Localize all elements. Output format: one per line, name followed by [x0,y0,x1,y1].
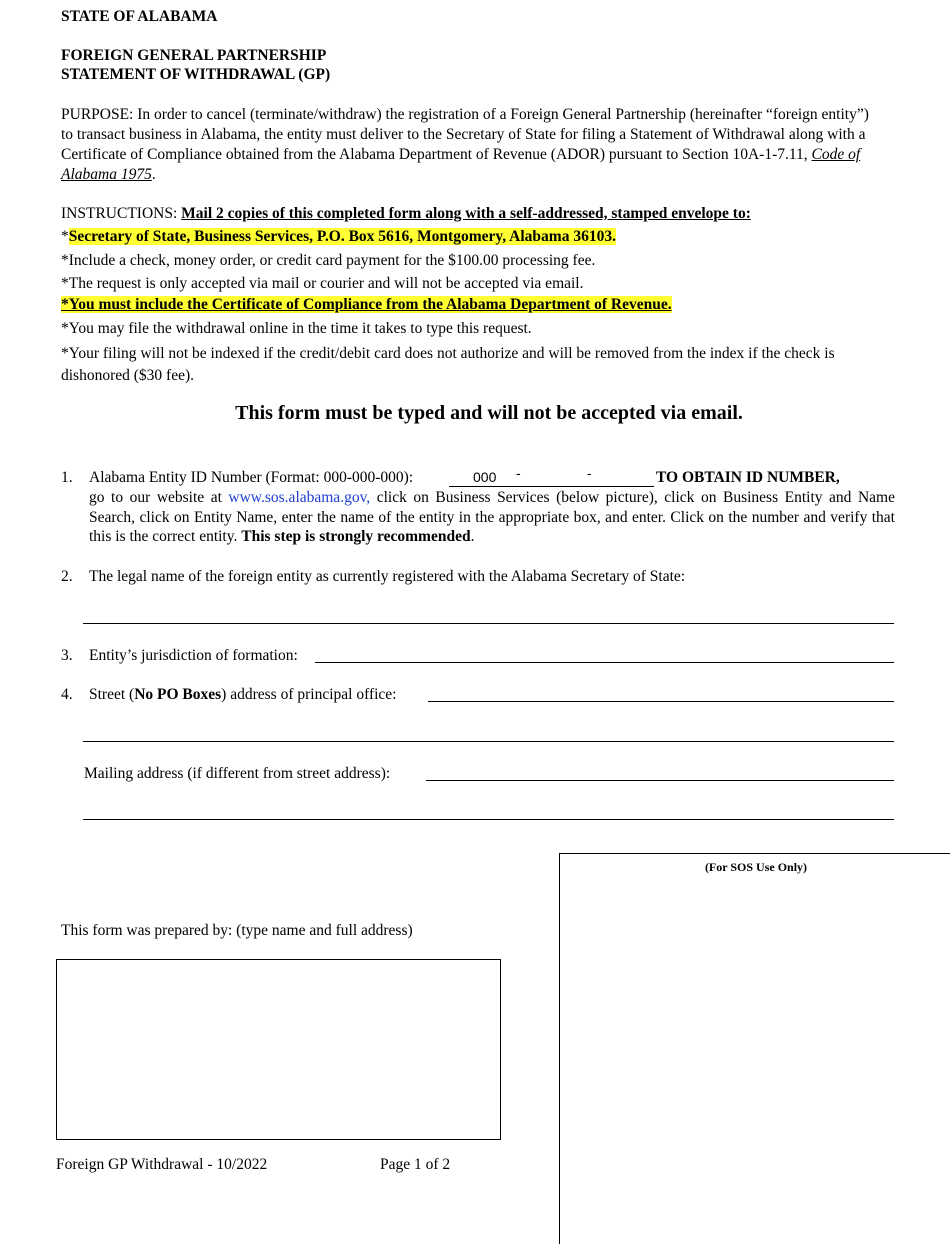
no-po-boxes: No PO Boxes [134,686,222,703]
legal-name-field[interactable] [83,623,894,624]
form-title-line1: FOREIGN GENERAL PARTNERSHIP [61,47,327,64]
street-address-label [89,685,397,704]
mailing-address-highlight: Secretary of State, Business Services, P.O. Box 5616, Montgomery, Alabama 36103. [68,228,616,245]
instructions-line [61,204,751,223]
street-address-field-line2[interactable] [83,741,894,742]
sos-use-box [559,853,950,1244]
instructions-label: INSTRUCTIONS: [61,205,182,222]
item3-number: 3. [61,647,73,664]
legal-name-label: The legal name of the foreign entity as currently registered with the Alabama Secretary of State: [89,568,686,585]
code-citation: Code of Alabama 1975 [61,146,861,183]
item4-number: 4. [61,686,73,703]
purpose-end: . [151,166,156,183]
prepared-by-box[interactable] [56,959,501,1140]
obtain-desc-b: click on Business Services (below picture), click on Business Entity and Name Search, click on Entity Name, enter the name of the entity in the appropriate box, and enter. Click on the number and verify that this is the correct entity. [89,489,895,545]
street-address-field[interactable] [428,701,894,702]
online-note: *You may file the withdrawal online in the time it takes to type this request. [61,320,532,337]
street-label-a: Street ( [89,686,135,703]
entity-id-dash-1: - [516,465,521,481]
footer-page-number: Page 1 of 2 [380,1156,451,1173]
strongly-recommended: This step is strongly recommended [241,528,471,545]
index-note: *Your filing will not be indexed if the credit/debit card does not authorize and will be removed from the index if the check is dishonored ($30 fee). [61,345,835,384]
certificate-note [61,295,672,314]
purpose-text: PURPOSE: In order to cancel (terminate/withdraw) the registration of a Foreign General Partnership (hereinafter “foreign entity”) to transact business in Alabama, the entity must deliver to the Secretary of State for filing a Statement of Withdrawal along with a Certificate of Compliance obtained from the Alabama Department of Revenue (ADOR) pursuant to Section 10A-1-7.11, [61,106,869,163]
address-line [61,227,616,246]
certificate-highlight: *You must include the Certificate of Compliance from the Alabama Department of Revenue. [61,296,672,313]
obtain-id-description [89,488,895,547]
obtain-desc-a: go to our website at [89,489,229,506]
purpose-paragraph [61,105,881,185]
prepared-by-label: This form was prepared by: (type name and full address) [61,922,413,939]
payment-note: *Include a check, money order, or credit card payment for the $100.00 processing fee. [61,252,596,269]
mailing-address-label: Mailing address (if different from street address): [84,765,391,782]
form-title-line2: STATEMENT OF WITHDRAWAL (GP) [61,66,331,83]
sos-website-link[interactable]: www.sos.alabama.gov, [228,489,371,506]
state-title: STATE OF ALABAMA [61,8,218,25]
sos-use-label: (For SOS Use Only) [704,860,808,874]
mailing-address-field-line2[interactable] [83,819,894,820]
footer-form-name: Foreign GP Withdrawal - 10/2022 [56,1156,268,1173]
jurisdiction-field[interactable] [315,662,894,663]
jurisdiction-label: Entity’s jurisdiction of formation: [89,647,298,664]
address-star: * [61,228,69,245]
typed-notice: This form must be typed and will not be accepted via email. [235,402,743,424]
obtain-desc-end: . [470,528,475,545]
street-label-b: ) address of principal office: [221,686,397,703]
mail-only-note: *The request is only accepted via mail or courier and will not be accepted via email. [61,275,584,292]
item1-number: 1. [61,469,73,486]
entity-id-dash-2: - [587,465,592,481]
entity-id-label: Alabama Entity ID Number (Format: 000-000-000): [89,469,414,486]
entity-id-prefix: 000 [473,469,497,485]
item2-number: 2. [61,568,73,585]
mailing-address-field[interactable] [426,780,894,781]
entity-id-field[interactable] [449,465,654,487]
mail-instructions: Mail 2 copies of this completed form along with a self-addressed, stamped envelope to: [181,205,751,222]
obtain-id-heading: TO OBTAIN ID NUMBER, [656,469,840,486]
